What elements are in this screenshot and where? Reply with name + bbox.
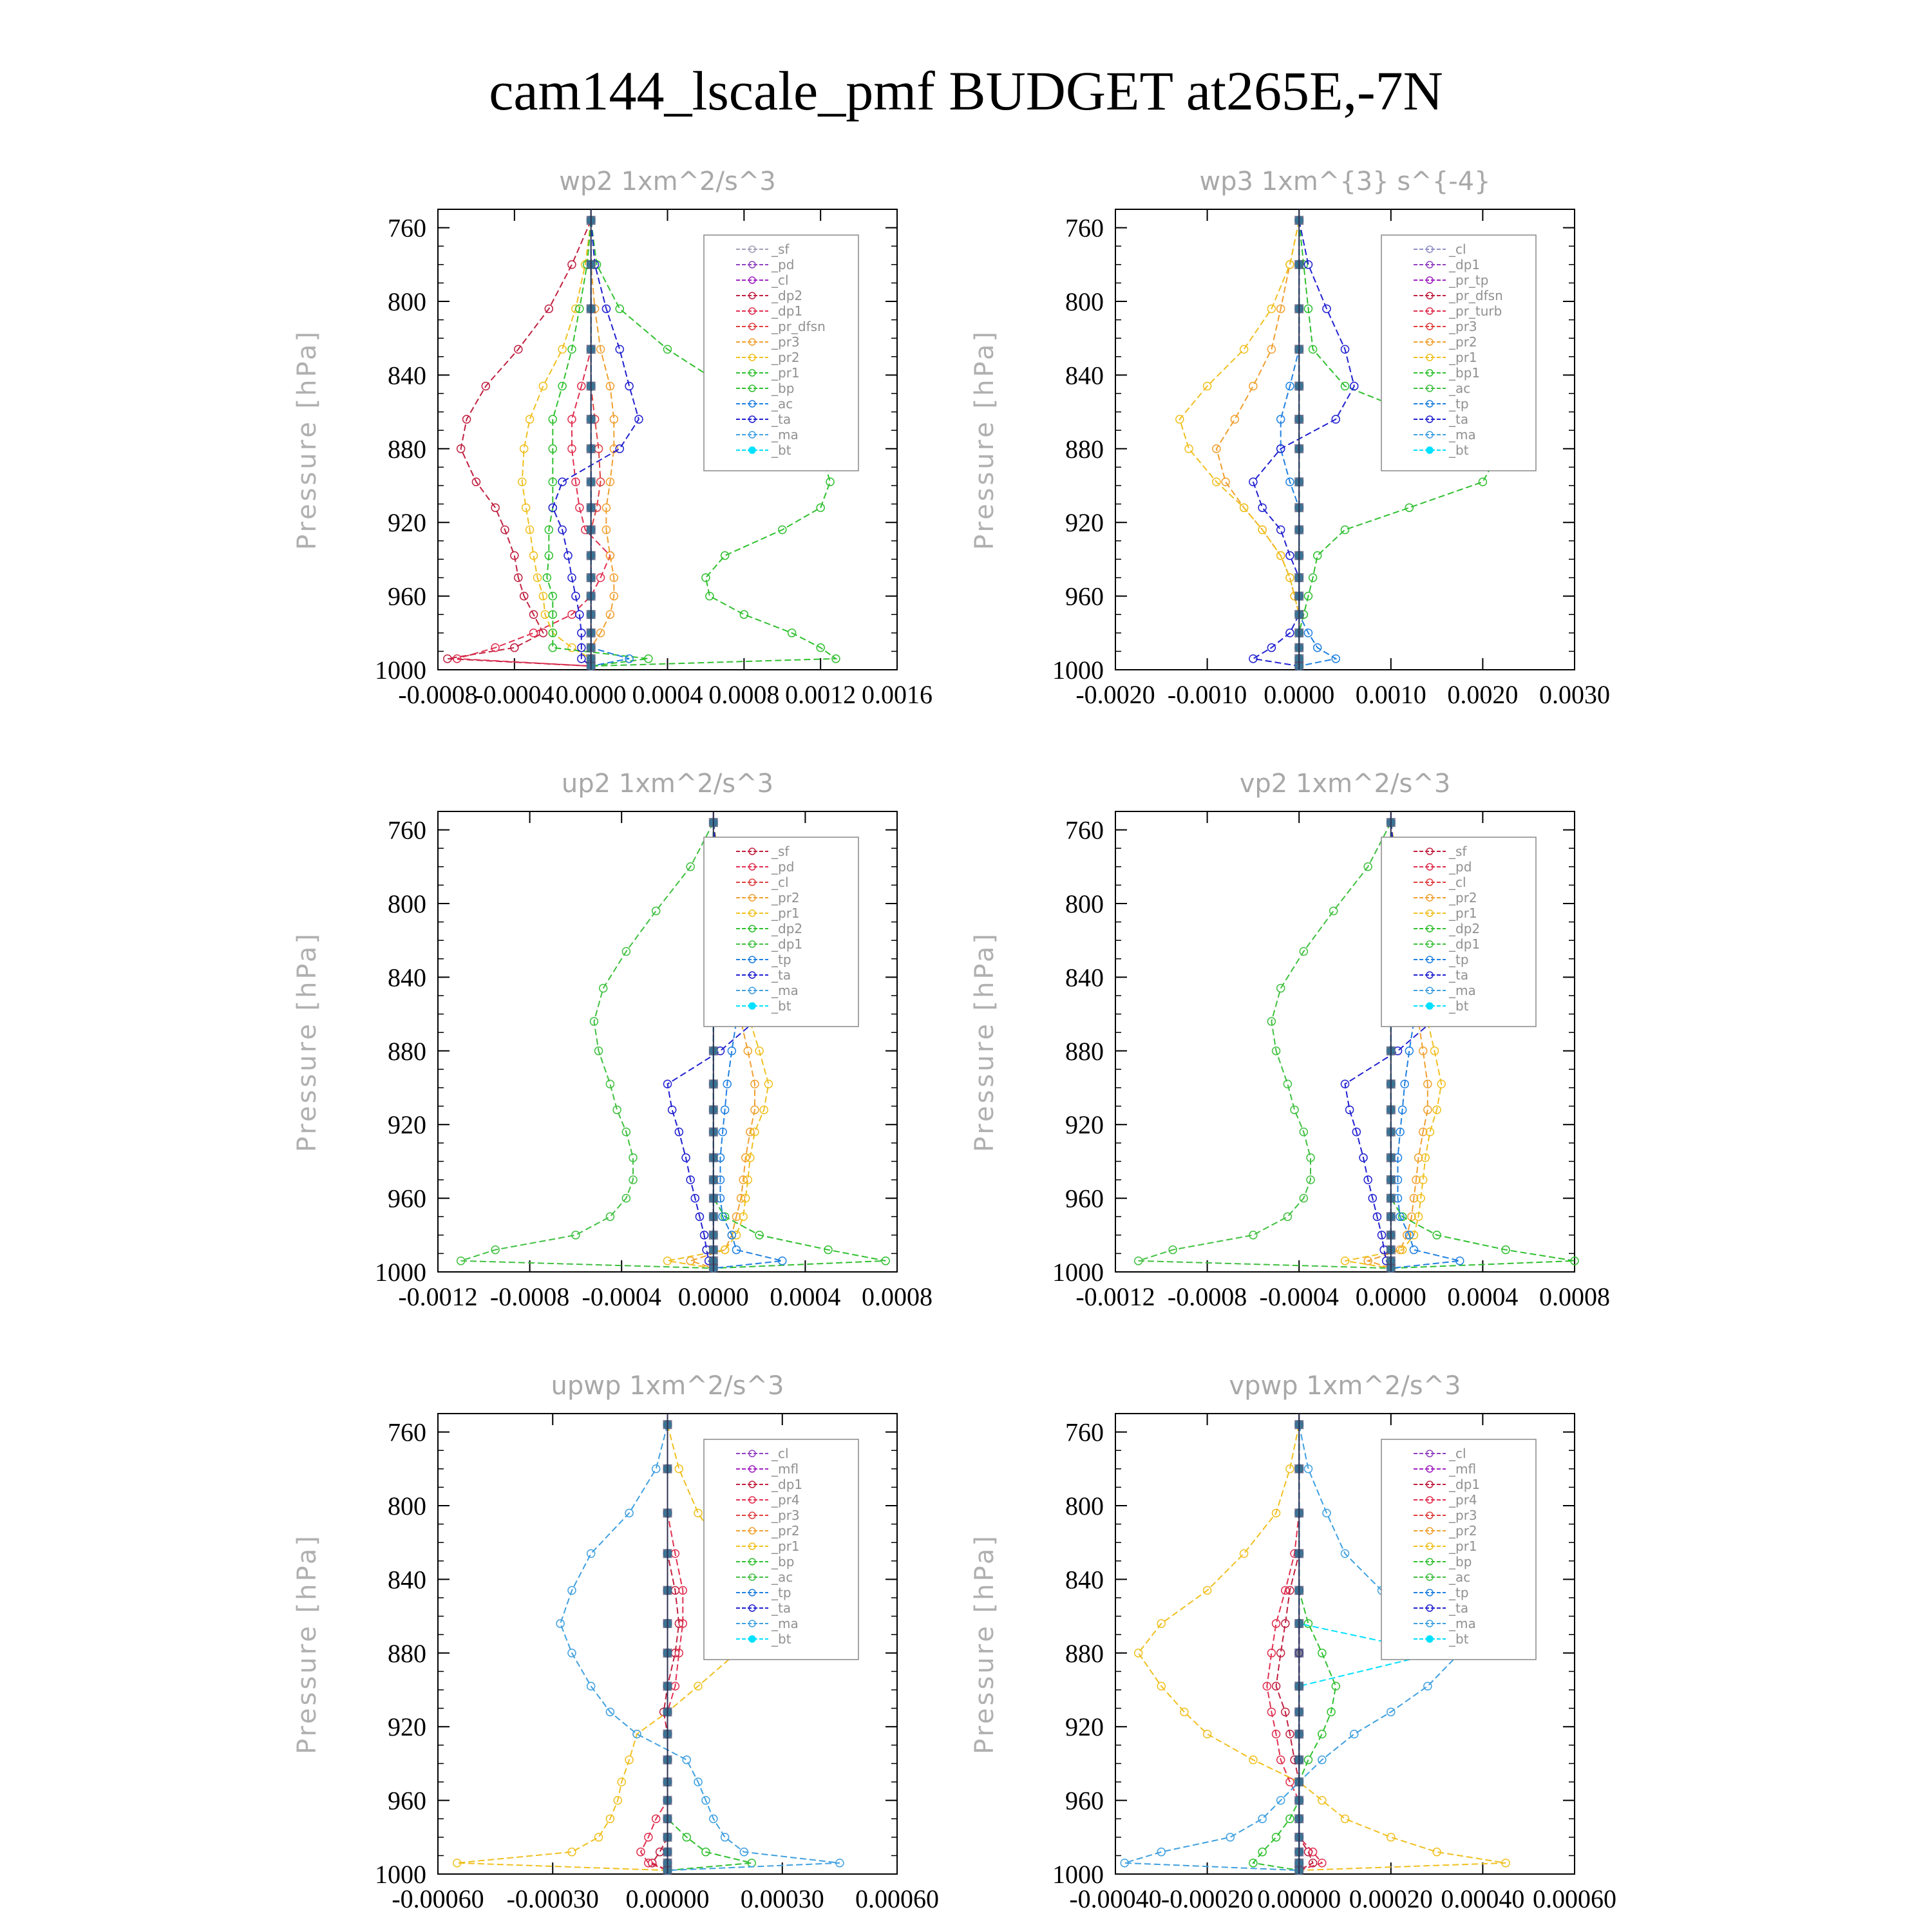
x-tick-label: 0.00040 [1441,1884,1525,1913]
x-tick-label: -0.0004 [582,1282,661,1311]
y-tick-label: 960 [388,582,426,611]
legend-marker [749,1003,755,1009]
data-point [1222,478,1229,486]
panel-title: wp3 1xm^{3} s^{-4} [1199,167,1491,196]
data-point [1291,1106,1298,1113]
y-tick-label: 800 [388,1492,426,1520]
data-point [568,261,576,269]
data-point [1240,1549,1248,1557]
legend-label: _dp1 [1449,257,1481,272]
y-tick-label: 800 [388,889,426,918]
legend-label: _tp [772,1585,791,1600]
y-tick-label: 960 [388,1184,426,1213]
data-point [652,907,660,914]
y-tick-label: 760 [1065,1417,1104,1447]
x-tick-label: 0.0000 [677,1282,749,1311]
y-tick-label: 960 [1065,1786,1104,1815]
y-tick-label: 760 [388,213,426,243]
legend-label: _pr4 [1449,1492,1477,1508]
y-tick-label: 840 [1065,963,1104,992]
data-point [732,1231,740,1239]
legend [704,235,858,471]
data-point [1341,1815,1349,1823]
series-line-tp [1281,220,1336,666]
series-line-pr4 [1267,1425,1322,1870]
data-point [1135,1649,1142,1657]
legend-label: _pr1 [1449,905,1477,921]
x-tick-label: 0.0016 [862,680,933,709]
panel-6 [970,1371,1616,1913]
y-axis-label: Pressure [hPa] [970,329,999,550]
data-point [1387,1833,1395,1841]
x-tick-label: 0.0008 [862,1282,933,1311]
x-tick-label: -0.0012 [398,1282,478,1311]
legend-label: _sf [772,242,790,257]
x-tick-label: -0.0020 [1075,680,1155,709]
legend-label: _ma [1449,427,1476,442]
x-tick-label: 0.00000 [625,1884,710,1913]
y-tick-label: 920 [1065,508,1104,538]
legend-label: _dp2 [1449,921,1481,936]
x-tick-label: -0.0008 [398,680,478,709]
legend-label: _ma [772,983,799,998]
series-line-dp1 [1139,822,1391,1268]
legend-label: _pr1 [1449,1539,1477,1554]
y-tick-label: 960 [1065,582,1104,611]
data-point [616,445,623,453]
legend [1381,1439,1536,1660]
legend-label: _cl [1449,1446,1466,1461]
legend-label: _ta [1449,1600,1469,1616]
legend-label: _ta [1449,412,1469,427]
legend-label: _cl [772,272,789,288]
legend-label: _cl [772,875,789,890]
y-tick-label: 1000 [375,1258,426,1287]
y-axis-label: Pressure [hPa] [292,329,322,550]
legend-label: _pr_dfsn [772,319,826,334]
data-point [1258,1848,1266,1856]
legend-label: _bt [772,998,791,1014]
data-point [616,345,623,353]
data-point [652,1465,660,1473]
data-point [1273,1833,1280,1841]
y-tick-label: 880 [388,434,426,464]
legend-label: _pr4 [772,1492,800,1508]
x-tick-label: 0.0000 [1264,680,1335,709]
panel-4 [970,769,1610,1311]
legend-label: _pr1 [1449,350,1477,365]
y-tick-label: 800 [1065,1492,1104,1520]
legend-label: _mfl [1449,1461,1477,1477]
data-point [1157,1848,1165,1856]
legend-label: _pr2 [1449,1523,1477,1539]
legend-label: _dp1 [772,303,803,319]
series-line-ta [1253,220,1354,666]
legend-label: _mfl [772,1461,799,1477]
series-line-ta [553,220,639,666]
data-point [595,1833,603,1841]
data-point [740,611,748,618]
y-tick-label: 920 [388,1110,426,1140]
legend-label: _pr3 [1449,1508,1477,1523]
data-point [721,1833,729,1841]
y-tick-label: 800 [1065,287,1104,316]
legend-label: _ac [1449,1569,1471,1585]
y-tick-label: 840 [388,1565,426,1595]
legend-label: _pr_tp [1449,272,1489,288]
legend-label: _pd [772,257,795,272]
data-point [1277,526,1285,534]
y-tick-label: 840 [1065,361,1104,390]
data-point [1346,1106,1354,1113]
y-tick-label: 840 [388,963,426,992]
y-tick-label: 1000 [1052,656,1104,685]
y-tick-label: 760 [388,1417,426,1447]
data-point [656,1848,664,1856]
legend-label: _dp1 [772,1477,803,1492]
y-tick-label: 960 [1065,1184,1104,1213]
data-point [826,478,834,486]
data-point [1318,1730,1326,1738]
legend-label: _pd [772,859,795,875]
x-tick-label: 0.0010 [1355,680,1426,709]
legend-label: _pr2 [772,350,800,365]
legend-label: _ma [772,427,799,442]
data-point [683,1756,690,1764]
x-tick-label: -0.0008 [1167,1282,1247,1311]
panel-title: upwp 1xm^2/s^3 [551,1371,784,1401]
y-tick-label: 880 [388,1036,426,1066]
data-point [1258,504,1266,511]
data-point [1226,1833,1234,1841]
legend-label: _cl [1449,875,1466,890]
data-point [1410,1246,1417,1254]
y-tick-label: 1000 [1052,1860,1104,1889]
x-tick-label: 0.00060 [855,1884,939,1913]
x-tick-label: 0.00020 [1349,1884,1433,1913]
y-tick-label: 840 [1065,1565,1104,1595]
data-point [732,1246,740,1254]
data-point [526,415,534,423]
x-tick-label: 0.00000 [1257,1884,1341,1913]
legend-label: _tp [1449,396,1469,412]
x-tick-label: -0.0012 [1075,1282,1155,1311]
data-point [1304,1620,1312,1627]
x-tick-label: 0.0004 [1447,1282,1519,1311]
data-point [1249,383,1257,390]
series-line-dp2 [448,220,591,666]
data-point [625,383,633,390]
legend-marker [1426,1003,1433,1009]
series-line-pr2 [1217,220,1299,666]
data-point [1424,1682,1432,1690]
legend-label: _pr1 [772,1539,800,1554]
legend-label: _ma [1449,1616,1476,1631]
legend-label: _dp1 [1449,1477,1481,1492]
y-tick-label: 1000 [375,1860,426,1889]
y-tick-label: 880 [1065,1036,1104,1066]
legend-label: _ta [1449,967,1469,983]
legend-label: _pr2 [1449,334,1477,350]
x-tick-label: -0.0008 [489,1282,570,1311]
x-tick-label: 0.0000 [555,680,627,709]
legend [704,1439,858,1660]
data-point [1479,478,1486,486]
legend-label: _sf [772,844,790,859]
x-tick-label: 0.0004 [770,1282,841,1311]
y-tick-label: 760 [1065,815,1104,845]
panel-3 [292,769,933,1311]
legend-label: _pr1 [772,365,800,381]
legend-label: _pr2 [772,1523,800,1539]
legend-label: _bp [1449,1554,1472,1569]
panel-title: up2 1xm^2/s^3 [561,769,774,799]
legend-label: _ac [772,396,793,412]
x-tick-label: 0.00060 [1533,1884,1616,1913]
legend-label: _pr2 [1449,890,1477,905]
series-line-pr2 [522,220,591,666]
y-tick-label: 800 [1065,889,1104,918]
legend-label: _pr_dfsn [1449,288,1503,303]
x-tick-label: -0.0004 [475,680,554,709]
data-point [1240,345,1248,353]
series-line-dp1 [1276,1425,1313,1870]
legend-label: _tp [1449,952,1469,967]
x-tick-label: -0.0010 [1167,680,1247,709]
legend-label: _ta [772,412,791,427]
data-point [721,552,729,560]
data-point [1204,1730,1211,1738]
legend-label: _pr3 [1449,319,1477,334]
panel-1 [292,167,933,709]
legend-label: _bt [1449,1631,1469,1647]
legend-label: _ac [1449,381,1471,396]
data-point [1350,1730,1358,1738]
legend-label: _tp [772,952,791,967]
legend [704,837,858,1027]
legend-label: _dp1 [772,936,803,952]
legend-label: _cl [1449,242,1466,257]
data-point [558,478,566,486]
legend-label: _pr3 [772,1508,800,1523]
panels [292,167,1616,1913]
series-line-dp1 [461,822,714,1268]
data-point [675,1465,683,1473]
x-tick-label: 0.00030 [740,1884,824,1913]
panel-5 [292,1371,939,1913]
legend-label: _bt [772,1631,791,1647]
data-point [616,305,623,312]
data-point [1405,504,1413,511]
legend-label: _bp [772,381,795,396]
legend-label: _bp1 [1449,365,1481,381]
data-point [1231,415,1238,423]
y-tick-label: 760 [388,815,426,845]
legend-marker [1426,1636,1433,1642]
x-tick-label: -0.00020 [1160,1884,1254,1913]
legend-label: _pr2 [772,890,800,905]
legend-label: _bt [1449,998,1469,1014]
panel-2 [970,167,1610,709]
data-point [721,1246,729,1254]
y-axis-label: Pressure [hPa] [970,1533,999,1754]
legend-marker [749,1636,755,1642]
legend-label: _dp2 [772,921,803,936]
data-point [558,345,566,353]
data-point [1258,1815,1266,1823]
legend-marker [749,447,755,453]
data-point [687,1257,694,1265]
y-tick-label: 800 [388,287,426,316]
legend-label: _bp [772,1554,795,1569]
x-tick-label: -0.00040 [1069,1884,1162,1913]
data-point [587,1549,595,1557]
x-tick-label: 0.0000 [1355,1282,1426,1311]
legend-label: _ta [772,1600,791,1616]
x-tick-label: 0.0012 [785,680,857,709]
legend [1381,235,1536,471]
data-point [1185,445,1193,453]
y-axis-label: Pressure [hPa] [292,931,322,1152]
y-tick-label: 1000 [1052,1258,1104,1287]
legend [1381,837,1536,1027]
y-tick-label: 1000 [375,656,426,685]
data-point [764,1080,772,1088]
y-tick-label: 880 [388,1638,426,1668]
y-tick-label: 920 [388,508,426,538]
legend-label: _ta [772,967,791,983]
x-tick-label: 0.0030 [1539,680,1610,709]
y-tick-label: 960 [388,1786,426,1815]
data-point [613,1106,621,1113]
x-tick-label: -0.00060 [392,1884,484,1913]
x-tick-label: 0.0020 [1447,680,1519,709]
panel-title: vp2 1xm^2/s^3 [1239,769,1451,799]
x-tick-label: -0.00030 [506,1884,599,1913]
legend-label: _bt [772,442,791,458]
data-point [694,1509,702,1517]
y-tick-label: 880 [1065,1638,1104,1668]
x-tick-label: 0.0004 [632,680,703,709]
y-tick-label: 880 [1065,434,1104,464]
legend-label: _bt [1449,442,1469,458]
legend-label: _sf [1449,844,1467,859]
y-tick-label: 840 [388,361,426,390]
data-point [1283,1213,1291,1220]
y-axis-label: Pressure [hPa] [970,931,999,1152]
y-tick-label: 920 [1065,1712,1104,1742]
legend-label: _ma [1449,983,1476,998]
legend-label: _pr_turb [1449,303,1502,319]
x-tick-label: 0.0008 [708,680,780,709]
panel-title: wp2 1xm^2/s^3 [559,167,776,196]
legend-label: _ac [772,1569,793,1585]
data-point [606,1080,614,1088]
x-tick-label: -0.0004 [1259,1282,1339,1311]
data-point [1318,1797,1326,1804]
legend-marker [1426,447,1433,453]
y-axis-label: Pressure [hPa] [292,1533,322,1754]
data-point [1341,526,1349,534]
y-tick-label: 920 [388,1712,426,1742]
legend-label: _pr1 [772,905,800,921]
data-point [668,1106,676,1113]
x-tick-label: 0.0008 [1539,1282,1610,1311]
data-point [530,629,538,637]
data-point [606,1213,614,1220]
legend-label: _tp [1449,1585,1469,1600]
legend-label: _cl [772,1446,789,1461]
legend-label: _dp2 [772,288,803,303]
data-point [556,1620,564,1627]
legend-label: _pr3 [772,334,800,350]
data-point [1283,1080,1291,1088]
figure-title: cam144_lscale_pmf BUDGET at265E,-7N [489,60,1443,122]
legend-label: _ma [772,1616,799,1631]
legend-label: _pd [1449,859,1472,875]
data-point [1180,1708,1188,1716]
y-tick-label: 920 [1065,1110,1104,1140]
y-tick-label: 760 [1065,213,1104,243]
data-point [1309,1848,1317,1856]
data-point [1330,907,1338,914]
panel-title: vpwp 1xm^2/s^3 [1229,1371,1461,1401]
legend-label: _dp1 [1449,936,1481,952]
